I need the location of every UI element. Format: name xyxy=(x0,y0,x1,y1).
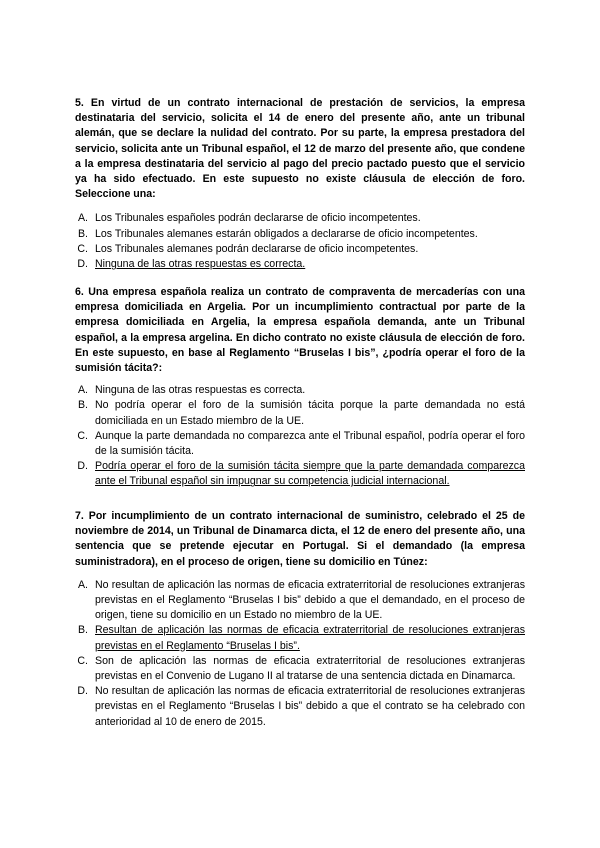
option-letter: B. xyxy=(77,624,88,637)
option-text: No podría operar el foro de la sumisión tácita porque la parte demandada no está domiciliada en un Estado miembro de la UE. xyxy=(95,399,525,427)
option-letter: D. xyxy=(77,460,88,473)
option-letter: C. xyxy=(77,242,88,255)
answer-options xyxy=(75,211,525,272)
option-text-underlined: Podría operar el foro de la sumisión tácita siempre que la parte demandada comparezca ante el Tribunal español sin impugnar su competencia judicial internacional. xyxy=(95,460,525,488)
option-text: Ninguna de las otras respuestas es correcta. xyxy=(95,384,306,397)
option-a[interactable] xyxy=(75,211,525,226)
option-letter: D. xyxy=(77,685,88,698)
option-c[interactable] xyxy=(75,429,525,459)
option-letter: C. xyxy=(77,654,88,667)
question-7 xyxy=(75,509,525,730)
option-text: Los Tribunales alemanes estarán obligados a declararse de oficio incompetentes. xyxy=(95,227,478,240)
option-d[interactable] xyxy=(75,684,525,730)
option-b[interactable] xyxy=(75,398,525,428)
option-text-underlined: Ninguna de las otras respuestas es correcta. xyxy=(95,258,306,271)
option-a[interactable] xyxy=(75,578,525,624)
option-text: No resultan de aplicación las normas de eficacia extraterritorial de resoluciones extranjeras previstas en el Reglamento “Bruselas I bis” debido a que el contrato se ha celebrado con anterioridad al 10 de enero de 2015. xyxy=(95,685,525,728)
option-a[interactable] xyxy=(75,383,525,398)
option-text: Son de aplicación las normas de eficacia extraterritorial de resoluciones extranjeras previstas en el Convenio de Lugano II al tratarse de una sentencia dictada en Dinamarca. xyxy=(95,654,525,683)
option-letter: D. xyxy=(77,258,88,271)
option-d[interactable] xyxy=(75,459,525,489)
option-letter: B. xyxy=(77,227,88,240)
option-letter: A. xyxy=(77,212,88,225)
option-text: Los Tribunales españoles podrán declararse de oficio incompetentes. xyxy=(95,212,421,225)
answer-options xyxy=(75,578,525,730)
option-text: No resultan de aplicación las normas de eficacia extraterritorial de resoluciones extranjeras previstas en el Reglamento “Bruselas I bis” debido a que el demandado, en el proceso de origen, tiene su domicilio en un Estado no miembro de la UE. xyxy=(95,578,525,622)
question-stem: 6. Una empresa española realiza un contrato de compraventa de mercaderías con una empresa domiciliada en Argelia. Por un incumplimiento contractual por parte de la empresa domiciliada en Argelia, la empresa española demanda, ante un Tribunal español, a la empresa argelina. En dicho contrato no existe cláusula de elección de foro. En este supuesto, en base al Reglamento “Bruselas I bis”, ¿podría operar el foro de la sumisión tácita?: xyxy=(75,286,525,375)
question-5 xyxy=(75,96,525,272)
question-stem: 7. Por incumplimiento de un contrato internacional de suministro, celebrado el 25 de noviembre de 2014, un Tribunal de Dinamarca dicta, el 12 de enero del presente año, una sentencia que se pretende ejecutar en Portugal. Si el demandado (la empresa suministradora), en el proceso de origen, tiene su domicilio en Túnez: xyxy=(75,510,525,568)
option-text: Los Tribunales alemanes podrán declararse de oficio incompetentes. xyxy=(95,242,419,255)
option-c[interactable] xyxy=(75,242,525,257)
option-c[interactable] xyxy=(75,654,525,684)
option-letter: A. xyxy=(77,578,88,591)
option-text: Aunque la parte demandada no comparezca ante el Tribunal español, podría operar el foro de la sumisión tácita. xyxy=(95,429,525,458)
option-letter: B. xyxy=(77,399,88,412)
option-letter: C. xyxy=(77,429,88,442)
option-text-underlined: Resultan de aplicación las normas de eficacia extraterritorial de resoluciones extranjeras previstas en el Reglamento “Bruselas I bis”. xyxy=(95,624,525,652)
option-d[interactable] xyxy=(75,257,525,272)
question-stem: 5. En virtud de un contrato internacional de prestación de servicios, la empresa destinataria del servicio, solicita el 14 de enero del presente año, ante un tribunal alemán, que se declare la nulidad del contrato. Por su parte, la empresa prestadora del servicio, solicita ante un Tribunal español, el 12 de marzo del presente año, que condene a la empresa destinataria del servicio al pago del precio pactado puesto que el servicio ya ha sido efectuado. En este supuesto no existe cláusula de elección de foro. Seleccione una: xyxy=(75,97,525,201)
question-6 xyxy=(75,285,525,490)
option-b[interactable] xyxy=(75,623,525,653)
answer-options xyxy=(75,383,525,489)
option-letter: A. xyxy=(77,384,88,397)
option-b[interactable] xyxy=(75,227,525,242)
